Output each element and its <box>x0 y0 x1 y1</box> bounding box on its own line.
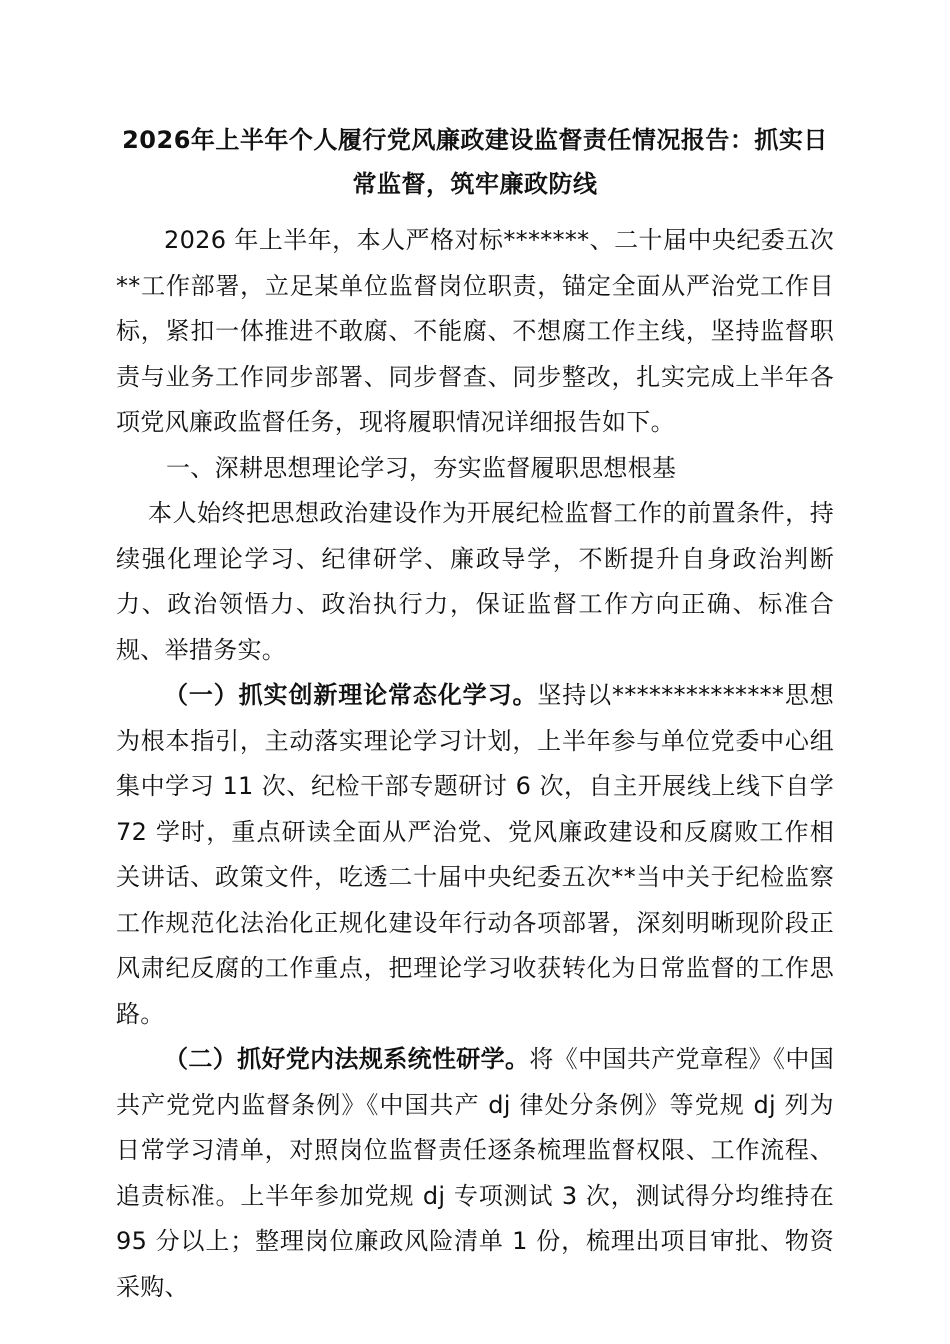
document-body <box>116 218 834 1310</box>
item-2-label: （二）抓好党内法规系统性研学。 <box>164 1045 530 1073</box>
item-1-label: （一）抓实创新理论常态化学习。 <box>164 681 538 709</box>
section-1-item-2 <box>116 1037 834 1310</box>
section-1-item-1 <box>116 673 834 1037</box>
intro-paragraph: 2026 年上半年，本人严格对标*******、二十届中央纪委五次**工作部署，立足某单位监督岗位职责，锚定全面从严治党工作目标，紧扣一体推进不敢腐、不能腐、不想腐工作主线，坚持监督职责与业务工作同步部署、同步督查、同步整改，扎实完成上半年各项党风廉政监督任务，现将履职情况详细报告如下。 <box>116 226 834 436</box>
item-2-text: 将《中国共产党章程》《中国共产党党内监督条例》《中国共产 dj 律处分条例》等党规 dj 列为日常学习清单，对照岗位监督责任逐条梳理监督权限、工作流程、追责标准。上半年参加党规 dj 专项测试 3 次，测试得分均维持在 95 分以上；整理岗位廉政风险清单 1 份，梳理出项目审批、物资采购、 <box>116 1045 834 1301</box>
item-1-text: 坚持以**************思想为根本指引，主动落实理论学习计划，上半年参与单位党委中心组集中学习 11 次、纪检干部专题研讨 6 次，自主开展线上线下自学 72 学时，重点研读全面从严治党、党风廉政建设和反腐败工作相关讲话、政策文件，吃透二十届中央纪委五次**当中关于纪检监察工作规范化法治化正规化建设年行动各项部署，深刻明晰现阶段正风肃纪反腐的工作重点，把理论学习收获转化为日常监督的工作思路。 <box>116 681 835 1028</box>
document-title: 2026年上半年个人履行党风廉政建设监督责任情况报告：抓实日常监督，筑牢廉政防线 <box>122 126 828 198</box>
section-1-heading: 一、深耕思想理论学习，夯实监督履职思想根基 <box>166 453 677 482</box>
section-1-paragraph: 本人始终把思想政治建设作为开展纪检监督工作的前置条件，持续强化理论学习、纪律研学、廉政导学，不断提升自身政治判断力、政治领悟力、政治执行力，保证监督工作方向正确、标准合规、举措务实。 <box>116 499 834 664</box>
